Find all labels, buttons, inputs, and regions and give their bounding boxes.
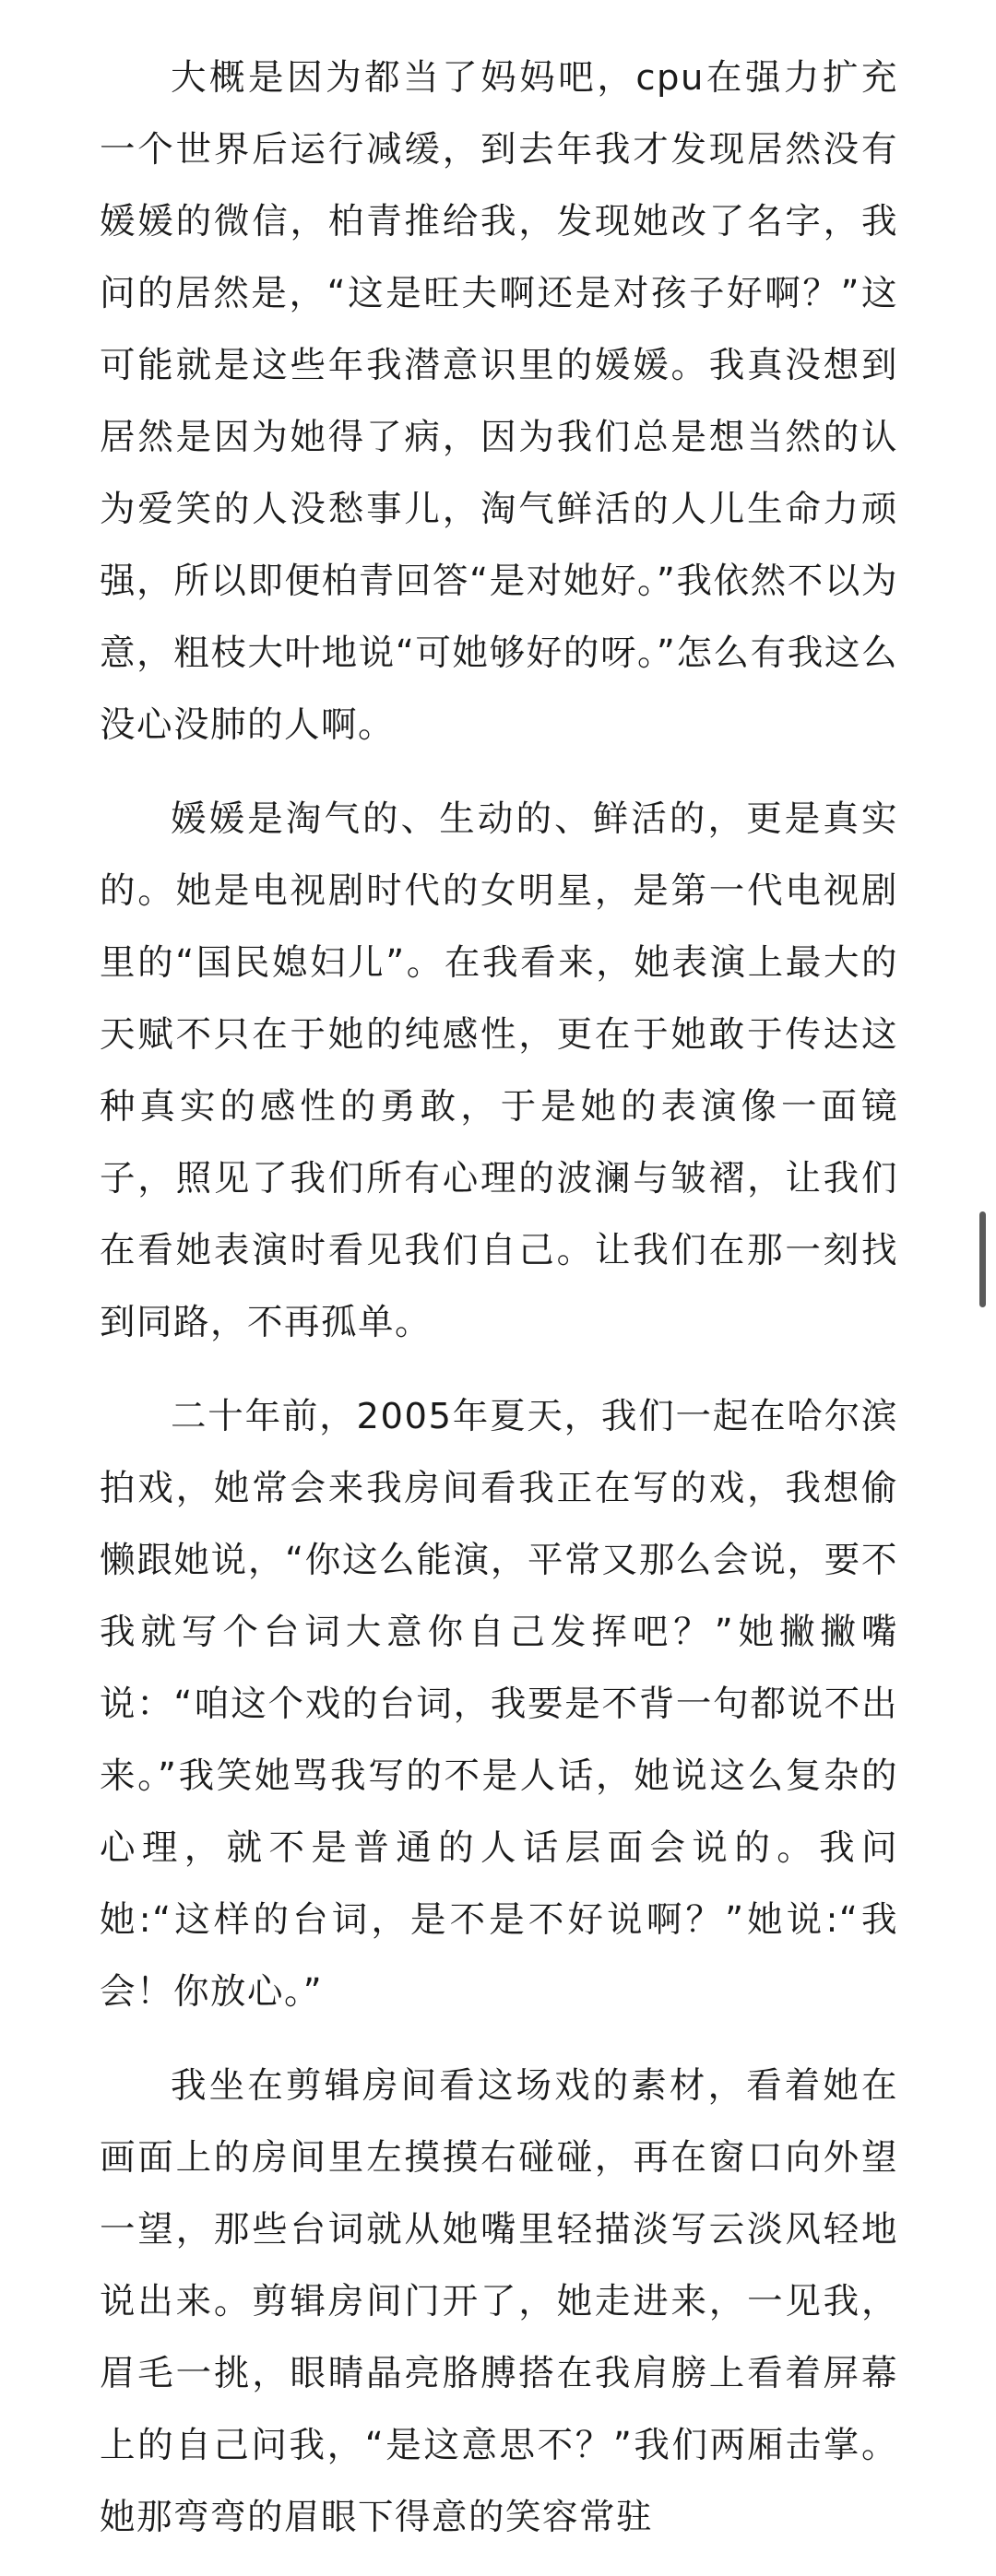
paragraph-4: 我坐在剪辑房间看这场戏的素材，看着她在画面上的房间里左摸摸右碰碰，再在窗口向外望一望，那些台词就从她嘴里轻描淡写云淡风轻地说出来。剪辑房间门开了，她走进来，一见我，眉毛一挑，眼睛晶亮胳膊搭在我肩膀上看着屏幕上的自己问我，“是这意思不？”我们两厢击掌。她那弯弯的眉眼下得意的笑容常驻: [100, 2065, 898, 2538]
scrollbar-thumb[interactable]: [979, 1211, 986, 1307]
paragraph-2: 媛媛是淘气的、生动的、鲜活的，更是真实的。她是电视剧时代的女明星，是第一代电视剧里的“国民媳妇儿”。在我看来，她表演上最大的天赋不只在于她的纯感性，更在于她敢于传达这种真实的感性的勇敢，于是她的表演像一面镜子，照见了我们所有心理的波澜与皱褶，让我们在看她表演时看见我们自己。让我们在那一刻找到同路，不再孤单。: [100, 798, 898, 1343]
article-body: [100, 42, 898, 2576]
paragraph-3: 二十年前，2005年夏天，我们一起在哈尔滨拍戏，她常会来我房间看我正在写的戏，我想偷懒跟她说，“你这么能演，平常又那么会说，要不我就写个台词大意你自己发挥吧？”她撇撇嘴说：“咱这个戏的台词，我要是不背一句都说不出来。”我笑她骂我写的不是人话，她说这么复杂的心理，就不是普通的人话层面会说的。我问她:“这样的台词，是不是不好说啊？”她说:“我会！你放心。”: [100, 1396, 898, 2013]
paragraph-1: 大概是因为都当了妈妈吧，cpu在强力扩充一个世界后运行减缓，到去年我才发现居然没有媛媛的微信，柏青推给我，发现她改了名字，我问的居然是，“这是旺夫啊还是对孩子好啊？”这可能就是这些年我潜意识里的媛媛。我真没想到居然是因为她得了病，因为我们总是想当然的认为爱笑的人没愁事儿，淘气鲜活的人儿生命力顽强，所以即便柏青回答“是对她好。”我依然不以为意，粗枝大叶地说“可她够好的呀。”怎么有我这么没心没肺的人啊。: [100, 57, 898, 746]
